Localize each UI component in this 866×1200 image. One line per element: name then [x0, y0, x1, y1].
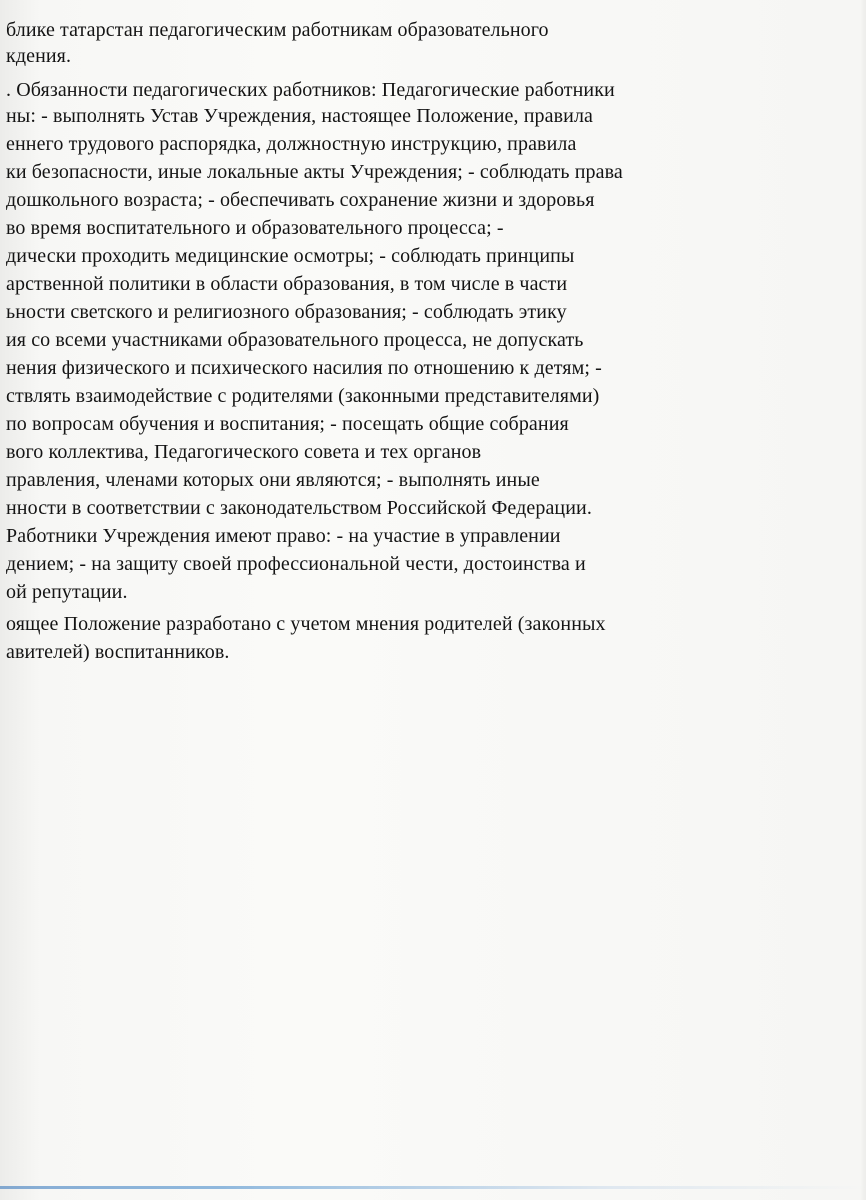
text-line: дением; - на защиту своей профессиональной чести, достоинства и	[6, 553, 586, 575]
text-line: во время воспитательного и образовательного процесса; -	[6, 217, 504, 239]
text-line: . Обязанности педагогических работников: Педагогические работники	[6, 79, 615, 101]
text-line: авителей) воспитанников.	[6, 641, 230, 663]
scan-edge-line	[0, 1186, 866, 1189]
text-line: вого коллектива, Педагогического совета и тех органов	[6, 441, 482, 463]
text-line: ки безопасности, иные локальные акты Учреждения; - соблюдать права	[6, 161, 623, 183]
text-line: по вопросам обучения и воспитания; - посещать общие собрания	[6, 413, 569, 435]
text-line: еннего трудового распорядка, должностную инструкцию, правила	[6, 133, 577, 155]
text-line: оящее Положение разработано с учетом мнения родителей (законных	[6, 613, 606, 635]
text-line: правления, членами которых они являются; - выполнять иные	[6, 469, 540, 491]
text-line: ьности светского и религиозного образования; - соблюдать этику	[6, 301, 567, 323]
text-line: дошкольного возраста; - обеспечивать сохранение жизни и здоровья	[6, 189, 595, 211]
text-line: ны: - выполнять Устав Учреждения, настоящее Положение, правила	[6, 105, 594, 127]
text-line: дически проходить медицинские осмотры; - соблюдать принципы	[6, 245, 575, 267]
text-line: ой репутации.	[6, 581, 128, 603]
text-line: ия со всеми участниками образовательного процесса, не допускать	[6, 329, 584, 351]
text-line: нности в соответствии с законодательством Российской Федерации.	[6, 497, 592, 519]
page-edge-shadow	[860, 0, 866, 1200]
text-line: Работники Учреждения имеют право: - на участие в управлении	[6, 525, 561, 547]
text-line: блике татарстан педагогическим работникам образовательного	[6, 19, 549, 41]
text-line: арственной политики в области образования, в том числе в части	[6, 273, 568, 295]
text-line: кдения.	[6, 45, 72, 67]
text-line: нения физического и психического насилия по отношению к детям; -	[6, 357, 602, 379]
text-line: ствлять взаимодействие с родителями (законными представителями)	[6, 385, 600, 407]
